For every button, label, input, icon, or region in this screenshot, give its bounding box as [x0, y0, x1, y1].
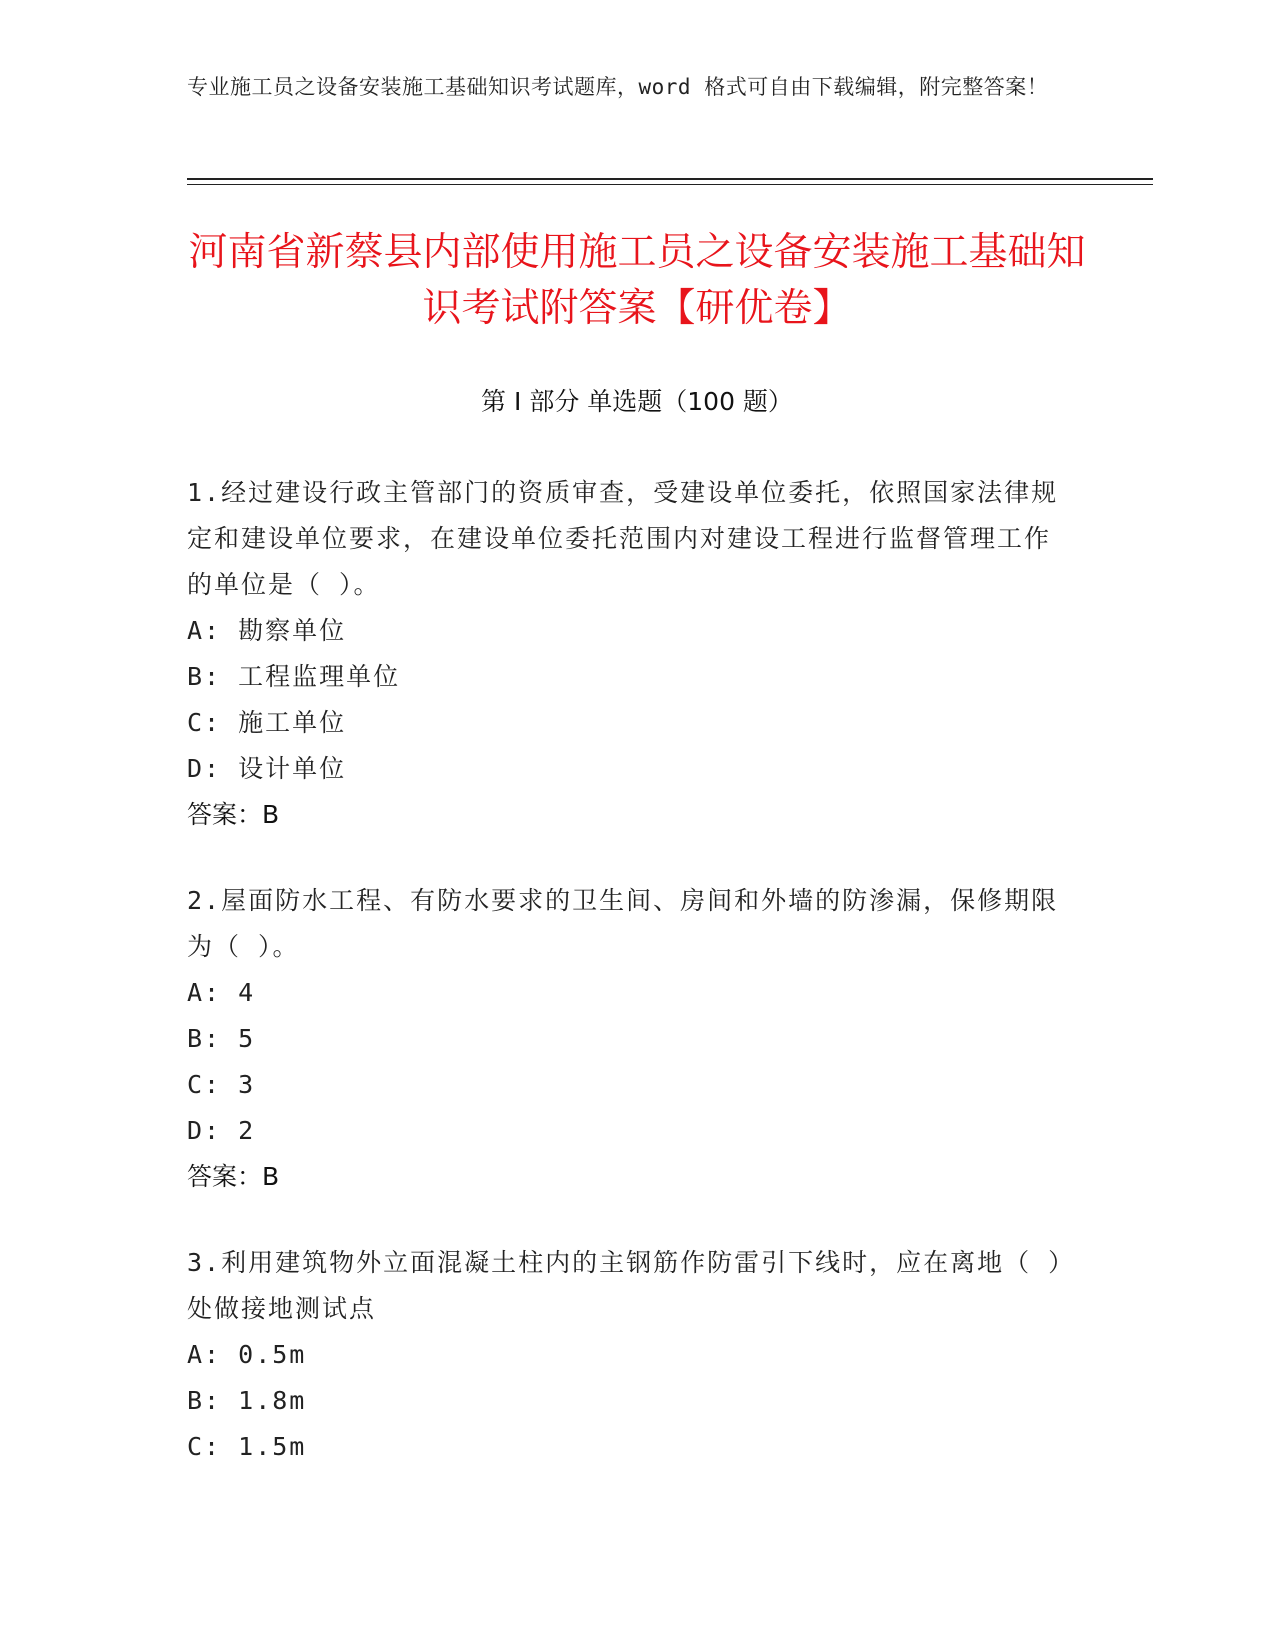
section-title: 第 I 部分 单选题（100 题） [481, 387, 793, 416]
option-a: A: 4 [187, 978, 256, 1007]
option-c: C: 施工单位 [187, 708, 347, 737]
option-d: D: 设计单位 [187, 754, 347, 783]
question-2 [187, 878, 1067, 1200]
question-text: 3.利用建筑物外立面混凝土柱内的主钢筋作防雷引下线时，应在离地（ ）处做接地测试点 [187, 1248, 1063, 1323]
question-list [187, 470, 1067, 1510]
header-rule-thin [187, 184, 1153, 185]
document-title: 河南省新蔡县内部使用施工员之设备安装施工基础知识考试附答案【研优卷】 [188, 230, 1086, 331]
option-a: A: 勘察单位 [187, 616, 347, 645]
option-b: B: 工程监理单位 [187, 662, 401, 691]
header-note: 专业施工员之设备安装施工基础知识考试题库，word 格式可自由下载编辑，附完整答案！ [187, 75, 1049, 99]
option-b: B: 5 [187, 1024, 256, 1053]
header-rule-thick [187, 178, 1153, 180]
question-3 [187, 1240, 1067, 1470]
option-d: D: 2 [187, 1116, 256, 1145]
option-c: C: 1.5m [187, 1432, 307, 1461]
question-text: 1.经过建设行政主管部门的资质审查，受建设单位委托，依照国家法律规定和建设单位要求，在建设单位委托范围内对建设工程进行监督管理工作的单位是（ ）。 [187, 478, 1059, 599]
answer: 答案：B [187, 1162, 280, 1191]
option-a: A: 0.5m [187, 1340, 307, 1369]
option-b: B: 1.8m [187, 1386, 307, 1415]
question-text: 2.屋面防水工程、有防水要求的卫生间、房间和外墙的防渗漏，保修期限为（ ）。 [187, 886, 1059, 961]
option-c: C: 3 [187, 1070, 256, 1099]
question-1 [187, 470, 1067, 838]
answer: 答案：B [187, 800, 280, 829]
